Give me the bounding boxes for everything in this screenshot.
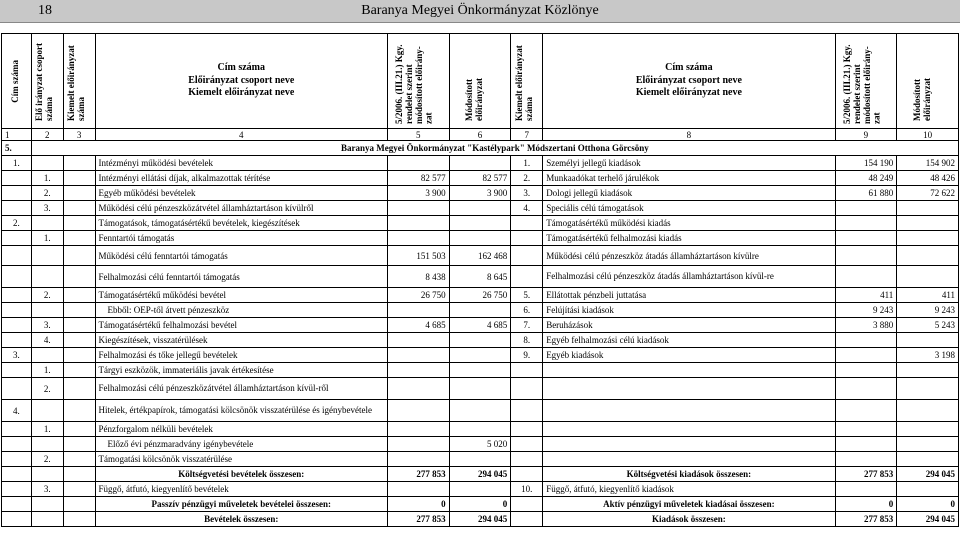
cell: 4.	[2, 400, 32, 422]
header-row	[2, 34, 959, 129]
cell: Tárgyi eszközök, immateriális javak értékesítése	[95, 363, 387, 378]
cell: 9.	[511, 348, 543, 363]
cell: Felhalmozási célú pénzeszközátvétel államháztartáson kívül-ről	[95, 378, 387, 400]
empty-cell	[31, 216, 63, 231]
empty-cell	[543, 378, 835, 400]
budget-table	[1, 33, 959, 527]
col-rendelet-right: 5/2006. (III.21.) Kgy. rendelet szerint módosított előirány-zat	[835, 34, 897, 129]
col-eloiranyzat-csoport-szama: Elő irányzat csoport száma	[31, 34, 63, 129]
cell: Beruházások	[543, 318, 835, 333]
empty-cell	[2, 333, 32, 348]
cell: Függő, átfutó, kiegyenlítő bevételek	[95, 482, 387, 497]
cell: 48 426	[897, 171, 959, 186]
table-row	[2, 363, 959, 378]
empty-cell	[511, 512, 543, 527]
colnum: 2	[31, 129, 63, 141]
colnum: 10	[897, 129, 959, 141]
cell: 4 685	[449, 318, 511, 333]
empty-cell	[897, 452, 959, 467]
empty-cell	[63, 303, 95, 318]
cell: 82 577	[387, 171, 449, 186]
empty-cell	[2, 288, 32, 303]
col-right-name: Cím száma Előirányzat csoport neve Kiemelt előirányzat neve	[543, 34, 835, 129]
cell: 2.	[2, 216, 32, 231]
cell: 277 853	[835, 467, 897, 482]
empty-cell	[449, 452, 511, 467]
empty-cell	[31, 348, 63, 363]
cell: Kiegészítések, visszatérülések	[95, 333, 387, 348]
colnum: 6	[449, 129, 511, 141]
empty-cell	[543, 422, 835, 437]
cell: 0	[897, 497, 959, 512]
empty-cell	[449, 216, 511, 231]
empty-cell	[543, 363, 835, 378]
empty-cell	[63, 363, 95, 378]
empty-cell	[387, 216, 449, 231]
empty-cell	[835, 333, 897, 348]
cell: 2.	[31, 378, 63, 400]
cell: 9 243	[897, 303, 959, 318]
cell: 3.	[2, 348, 32, 363]
empty-cell	[449, 363, 511, 378]
empty-cell	[835, 422, 897, 437]
empty-cell	[835, 348, 897, 363]
cell: Ebből: OEP-től átvett pénzeszköz	[95, 303, 387, 318]
col-modositott-left: Módosított előirányzat	[449, 34, 511, 129]
cell: Egyéb működési bevételek	[95, 186, 387, 201]
empty-cell	[387, 452, 449, 467]
colnum: 7	[511, 129, 543, 141]
empty-cell	[449, 303, 511, 318]
cell: 3 880	[835, 318, 897, 333]
table-row	[2, 378, 959, 400]
cell: 294 045	[897, 512, 959, 527]
empty-cell	[387, 303, 449, 318]
empty-cell	[511, 266, 543, 288]
colnum: 3	[63, 129, 95, 141]
empty-cell	[2, 363, 32, 378]
empty-cell	[511, 216, 543, 231]
cell: Költségvetési kiadások összesen:	[543, 467, 835, 482]
section-number: 5.	[2, 141, 32, 156]
empty-cell	[2, 246, 32, 266]
cell: Speciális célú támogatások	[543, 201, 835, 216]
cell: Támogatásértékű működési kiadás	[543, 216, 835, 231]
cell: Ellátottak pénzbeli juttatása	[543, 288, 835, 303]
cell: 8 645	[449, 266, 511, 288]
empty-cell	[835, 201, 897, 216]
cell: Fenntartói támogatás	[95, 231, 387, 246]
cell: Passzív pénzügyi műveletek bevételei összesen:	[95, 497, 387, 512]
cell: 2.	[31, 288, 63, 303]
cell: 0	[449, 497, 511, 512]
empty-cell	[31, 497, 63, 512]
empty-cell	[449, 231, 511, 246]
empty-cell	[543, 452, 835, 467]
table-row	[2, 422, 959, 437]
empty-cell	[511, 452, 543, 467]
cell: Dologi jellegű kiadások	[543, 186, 835, 201]
empty-cell	[63, 156, 95, 171]
empty-cell	[835, 266, 897, 288]
empty-cell	[2, 497, 32, 512]
empty-cell	[897, 422, 959, 437]
empty-cell	[63, 400, 95, 422]
empty-cell	[387, 422, 449, 437]
empty-cell	[63, 186, 95, 201]
table-row	[2, 482, 959, 497]
cell: 3 900	[387, 186, 449, 201]
empty-cell	[449, 348, 511, 363]
table-row	[2, 400, 959, 422]
empty-cell	[31, 467, 63, 482]
cell: Hitelek, értékpapírok, támogatási kölcsönök visszatérülése és igénybevétele	[95, 400, 387, 422]
cell: Bevételek összesen:	[95, 512, 387, 527]
table-row	[2, 303, 959, 318]
empty-cell	[2, 437, 32, 452]
empty-cell	[835, 400, 897, 422]
cell: Felhalmozási célú pénzeszköz átadás államháztartáson kívül-re	[543, 266, 835, 288]
cell: 2.	[31, 186, 63, 201]
cell: Felújítási kiadások	[543, 303, 835, 318]
empty-cell	[63, 482, 95, 497]
empty-cell	[511, 497, 543, 512]
page-number: 18	[38, 3, 52, 18]
empty-cell	[63, 171, 95, 186]
cell: 82 577	[449, 171, 511, 186]
empty-cell	[897, 201, 959, 216]
table-row	[2, 201, 959, 216]
cell: 411	[897, 288, 959, 303]
empty-cell	[387, 231, 449, 246]
table-row	[2, 452, 959, 467]
cell: Felhalmozási és tőke jellegű bevételek	[95, 348, 387, 363]
empty-cell	[2, 201, 32, 216]
section-title-row	[2, 141, 959, 156]
cell: 4.	[511, 201, 543, 216]
empty-cell	[897, 400, 959, 422]
cell: 1.	[31, 363, 63, 378]
empty-cell	[387, 333, 449, 348]
col-kiemelt-right: Kiemelt előirányzat száma	[511, 34, 543, 129]
empty-cell	[835, 231, 897, 246]
cell: 6.	[511, 303, 543, 318]
empty-cell	[2, 303, 32, 318]
cell: 3 900	[449, 186, 511, 201]
empty-cell	[387, 201, 449, 216]
cell: Egyéb felhalmozási célú kiadások	[543, 333, 835, 348]
empty-cell	[2, 378, 32, 400]
cell: 8 438	[387, 266, 449, 288]
cell: 5.	[511, 288, 543, 303]
column-number-row	[2, 129, 959, 141]
cell: Támogatások, támogatásértékű bevételek, kiegészítések	[95, 216, 387, 231]
cell: 1.	[31, 422, 63, 437]
cell: Működési célú fenntartói támogatás	[95, 246, 387, 266]
empty-cell	[511, 378, 543, 400]
grand-total-row	[2, 512, 959, 527]
cell: 154 902	[897, 156, 959, 171]
cell: 4.	[31, 333, 63, 348]
journal-title: Baranya Megyei Önkormányzat Közlönye	[361, 3, 599, 18]
cell: 277 853	[387, 512, 449, 527]
cell: Függő, átfutó, kiegyenlítő kiadások	[543, 482, 835, 497]
table-row	[2, 246, 959, 266]
empty-cell	[449, 422, 511, 437]
empty-cell	[897, 246, 959, 266]
cell: 7.	[511, 318, 543, 333]
empty-cell	[63, 246, 95, 266]
empty-cell	[63, 231, 95, 246]
cell: Egyéb kiadások	[543, 348, 835, 363]
cell: 294 045	[449, 512, 511, 527]
empty-cell	[449, 201, 511, 216]
empty-cell	[511, 437, 543, 452]
cell: Támogatásértékű működési bevétel	[95, 288, 387, 303]
empty-cell	[511, 231, 543, 246]
colnum: 1	[2, 129, 32, 141]
empty-cell	[2, 482, 32, 497]
empty-cell	[2, 318, 32, 333]
empty-cell	[511, 400, 543, 422]
empty-cell	[835, 378, 897, 400]
empty-cell	[2, 512, 32, 527]
col-rendelet-left: 5/2006. (III.21.) Kgy. rendelet szerint módosított előirány-zat	[387, 34, 449, 129]
cell: 151 503	[387, 246, 449, 266]
empty-cell	[387, 348, 449, 363]
empty-cell	[63, 216, 95, 231]
cell: 1.	[511, 156, 543, 171]
cell: 294 045	[897, 467, 959, 482]
cell: Aktív pénzügyi műveletek kiadásai összesen:	[543, 497, 835, 512]
empty-cell	[897, 231, 959, 246]
cell: 1.	[31, 231, 63, 246]
empty-cell	[31, 156, 63, 171]
empty-cell	[897, 482, 959, 497]
cell: 277 853	[835, 512, 897, 527]
empty-cell	[2, 452, 32, 467]
colnum: 8	[543, 129, 835, 141]
colnum: 9	[835, 129, 897, 141]
cell: 61 880	[835, 186, 897, 201]
cell: Intézményi ellátási díjak, alkalmazottak térítése	[95, 171, 387, 186]
empty-cell	[63, 452, 95, 467]
table-row	[2, 171, 959, 186]
empty-cell	[31, 303, 63, 318]
empty-cell	[2, 467, 32, 482]
empty-cell	[897, 216, 959, 231]
cell: 5 020	[449, 437, 511, 452]
empty-cell	[63, 467, 95, 482]
empty-cell	[387, 156, 449, 171]
cell: 72 622	[897, 186, 959, 201]
table-row	[2, 288, 959, 303]
empty-cell	[63, 512, 95, 527]
cell: Előző évi pénzmaradvány igénybevétele	[95, 437, 387, 452]
cell: 8.	[511, 333, 543, 348]
table-row	[2, 231, 959, 246]
colnum: 4	[95, 129, 387, 141]
cell: Támogatásértékű felhalmozási kiadás	[543, 231, 835, 246]
empty-cell	[63, 378, 95, 400]
empty-cell	[63, 288, 95, 303]
cell: Felhalmozási célú fenntartói támogatás	[95, 266, 387, 288]
empty-cell	[63, 348, 95, 363]
cell: 0	[387, 497, 449, 512]
col-left-name: Cím száma Előirányzat csoport neve Kiemelt előirányzat neve	[95, 34, 387, 129]
empty-cell	[543, 437, 835, 452]
cell: 277 853	[387, 467, 449, 482]
empty-cell	[897, 266, 959, 288]
table-row	[2, 348, 959, 363]
cell: Pénzforgalom nélküli bevételek	[95, 422, 387, 437]
empty-cell	[63, 422, 95, 437]
empty-cell	[387, 378, 449, 400]
cell: 9 243	[835, 303, 897, 318]
table-row	[2, 216, 959, 231]
cell: 4 685	[387, 318, 449, 333]
cell: Intézményi működési bevételek	[95, 156, 387, 171]
cell: 26 750	[387, 288, 449, 303]
empty-cell	[835, 482, 897, 497]
cell: 3.	[31, 318, 63, 333]
empty-cell	[63, 318, 95, 333]
cell: 3 198	[897, 348, 959, 363]
table-row	[2, 186, 959, 201]
empty-cell	[31, 246, 63, 266]
cell: Kiadások összesen:	[543, 512, 835, 527]
empty-cell	[2, 231, 32, 246]
empty-cell	[449, 156, 511, 171]
col-modositott-right: Módosított előirányzat	[897, 34, 959, 129]
cell: Személyi jellegű kiadások	[543, 156, 835, 171]
cell: 411	[835, 288, 897, 303]
cell: 162 468	[449, 246, 511, 266]
empty-cell	[63, 437, 95, 452]
cell: 3.	[31, 482, 63, 497]
empty-cell	[63, 497, 95, 512]
table-row	[2, 333, 959, 348]
empty-cell	[835, 452, 897, 467]
empty-cell	[835, 216, 897, 231]
cell: 294 045	[449, 467, 511, 482]
empty-cell	[449, 333, 511, 348]
cell: 26 750	[449, 288, 511, 303]
empty-cell	[449, 400, 511, 422]
empty-cell	[31, 266, 63, 288]
cell: 5 243	[897, 318, 959, 333]
empty-cell	[835, 363, 897, 378]
empty-cell	[387, 482, 449, 497]
cell: Működési célú pénzeszköz átadás államháztartáson kívülre	[543, 246, 835, 266]
empty-cell	[387, 363, 449, 378]
cell: 3.	[511, 186, 543, 201]
empty-cell	[449, 482, 511, 497]
empty-cell	[897, 333, 959, 348]
empty-cell	[511, 246, 543, 266]
empty-cell	[63, 333, 95, 348]
table-row	[2, 266, 959, 288]
table-row	[2, 437, 959, 452]
cell: Támogatásértékű felhalmozási bevétel	[95, 318, 387, 333]
empty-cell	[387, 400, 449, 422]
cell: 1.	[2, 156, 32, 171]
empty-cell	[2, 186, 32, 201]
cell: 1.	[31, 171, 63, 186]
cell: Munkaadókat terhelő járulékok	[543, 171, 835, 186]
empty-cell	[835, 246, 897, 266]
cell: 154 190	[835, 156, 897, 171]
cell: Támogatási kölcsönök visszatérülése	[95, 452, 387, 467]
journal-header	[0, 0, 960, 23]
empty-cell	[511, 363, 543, 378]
empty-cell	[31, 400, 63, 422]
empty-cell	[31, 512, 63, 527]
subtotal-row	[2, 467, 959, 482]
empty-cell	[897, 363, 959, 378]
empty-cell	[2, 171, 32, 186]
empty-cell	[897, 378, 959, 400]
cell: 48 249	[835, 171, 897, 186]
empty-cell	[835, 437, 897, 452]
col-kiemelt-eloiranyzat-szama: Kiemelt előirányzat száma	[63, 34, 95, 129]
table-row	[2, 318, 959, 333]
cell: 2.	[31, 452, 63, 467]
colnum: 5	[387, 129, 449, 141]
cell: 10.	[511, 482, 543, 497]
subtotal-row	[2, 497, 959, 512]
empty-cell	[897, 437, 959, 452]
empty-cell	[2, 422, 32, 437]
empty-cell	[511, 422, 543, 437]
empty-cell	[63, 201, 95, 216]
empty-cell	[543, 400, 835, 422]
col-cim-szama: Cím száma	[2, 34, 32, 129]
empty-cell	[511, 467, 543, 482]
cell: Működési célú pénzeszközátvétel államháztartáson kívülről	[95, 201, 387, 216]
section-title: Baranya Megyei Önkormányzat "Kastélypark" Módszertani Otthona Görcsöny	[31, 141, 958, 156]
cell: 3.	[31, 201, 63, 216]
empty-cell	[2, 266, 32, 288]
empty-cell	[387, 437, 449, 452]
empty-cell	[31, 437, 63, 452]
cell: 0	[835, 497, 897, 512]
empty-cell	[449, 378, 511, 400]
cell: 2.	[511, 171, 543, 186]
empty-cell	[63, 266, 95, 288]
table-row	[2, 156, 959, 171]
cell: Költségvetési bevételek összesen:	[95, 467, 387, 482]
